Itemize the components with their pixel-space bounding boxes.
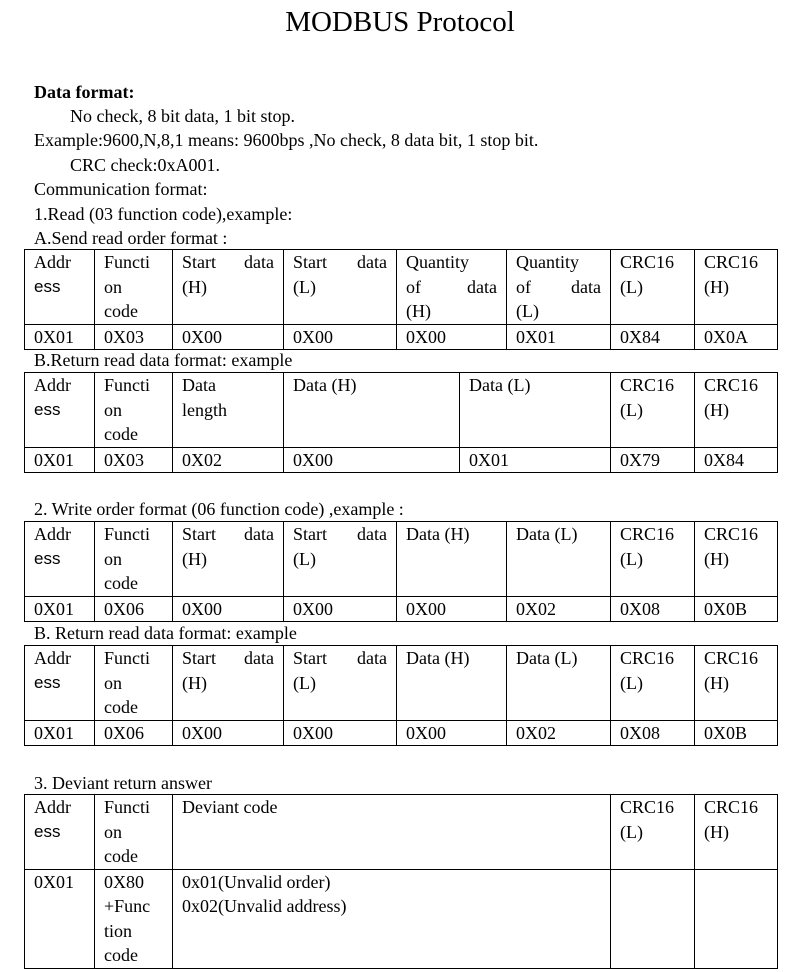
table-cell: 0X00 [397, 596, 507, 622]
table-header-cell: Start data (H) [173, 522, 284, 597]
table-header-cell: Start data (L) [284, 250, 397, 325]
table-cell: 0X01 [25, 720, 95, 746]
table-cell: 0X02 [507, 720, 611, 746]
table-header-cell: CRC16 (L) [611, 522, 695, 597]
table-cell: 0X06 [95, 720, 173, 746]
table-cell: 0X01 [25, 324, 95, 350]
table-header-cell: Functi on code [95, 522, 173, 597]
table-header-cell: CRC16 (H) [695, 795, 778, 870]
table-header-cell: Start data (L) [284, 646, 397, 721]
data-format-heading: Data format: [34, 82, 135, 102]
crc-check-line: CRC check:0xA001. [70, 155, 220, 175]
table-header-cell: Start data (L) [284, 522, 397, 597]
table-cell: 0X00 [284, 596, 397, 622]
table-cell: 0X08 [611, 596, 695, 622]
table-header-cell: Addr ess [25, 522, 95, 597]
table-cell: 0X84 [611, 324, 695, 350]
data-format-example: Example:9600,N,8,1 means: 9600bps ,No check, 8 data bit, 1 stop bit. [34, 130, 539, 150]
table-cell: 0X00 [173, 596, 284, 622]
table-header-row [25, 646, 778, 721]
table-header-cell: CRC16 (L) [611, 373, 695, 448]
table-header-cell: Start data (H) [173, 250, 284, 325]
table-cell: 0X00 [284, 324, 397, 350]
table-cell: 0X02 [173, 447, 284, 473]
table-header-cell: Deviant code [173, 795, 611, 870]
table-header-cell: Data (L) [507, 646, 611, 721]
table-header-cell: Data (H) [397, 522, 507, 597]
table-header-row [25, 795, 778, 870]
table-cell: 0X00 [397, 324, 507, 350]
table-cell: 0X00 [173, 720, 284, 746]
table-cell: 0X01 [25, 869, 95, 968]
table-cell: 0X0B [695, 596, 778, 622]
deviant-section-heading: 3. Deviant return answer [34, 773, 212, 793]
write-return-table [24, 645, 778, 746]
page-title: MODBUS Protocol [285, 6, 515, 38]
table-cell: 0X03 [95, 447, 173, 473]
table-cell: 0X0B [695, 720, 778, 746]
table-header-cell: Data length [173, 373, 284, 448]
read-send-table [24, 249, 778, 350]
table-header-cell: Data (L) [507, 522, 611, 597]
deviant-table [24, 794, 778, 969]
table-header-cell: Quantity of data (L) [507, 250, 611, 325]
table-row [25, 447, 778, 473]
table-header-cell: Addr ess [25, 373, 95, 448]
table-header-cell: Functi on code [95, 795, 173, 870]
table-cell: 0x01(Unvalid order) 0x02(Unvalid address) [173, 869, 611, 968]
data-format-line: No check, 8 bit data, 1 bit stop. [70, 106, 295, 126]
table-cell: 0X06 [95, 596, 173, 622]
table-cell: 0X00 [284, 720, 397, 746]
table-row [25, 720, 778, 746]
table-cell: 0X00 [397, 720, 507, 746]
table-header-row [25, 373, 778, 448]
table-cell: 0X08 [611, 720, 695, 746]
table-cell [695, 869, 778, 968]
table-header-cell: Data (H) [397, 646, 507, 721]
write-return-caption: B. Return read data format: example [34, 623, 297, 643]
table-header-cell: Addr ess [25, 250, 95, 325]
table-cell: 0X80 +Func tion code [95, 869, 173, 968]
read-return-caption: B.Return read data format: example [34, 350, 293, 370]
table-header-cell: Functi on code [95, 373, 173, 448]
table-cell: 0X00 [173, 324, 284, 350]
table-header-cell: CRC16 (L) [611, 795, 695, 870]
table-header-cell: CRC16 (L) [611, 646, 695, 721]
table-cell: 0X79 [611, 447, 695, 473]
table-cell: 0X01 [507, 324, 611, 350]
table-cell: 0X01 [25, 447, 95, 473]
table-row [25, 324, 778, 350]
read-return-table [24, 372, 778, 473]
table-header-cell: CRC16 (H) [695, 522, 778, 597]
table-header-cell: Functi on code [95, 646, 173, 721]
table-cell: 0X01 [460, 447, 611, 473]
table-cell: 0X00 [284, 447, 460, 473]
table-cell: 0X0A [695, 324, 778, 350]
communication-format-line: Communication format: [34, 179, 208, 199]
write-section-heading: 2. Write order format (06 function code) ,example : [34, 499, 404, 519]
read-section-heading: 1.Read (03 function code),example: [34, 204, 293, 224]
table-header-cell: CRC16 (H) [695, 250, 778, 325]
table-header-row [25, 250, 778, 325]
table-header-row [25, 522, 778, 597]
read-send-caption: A.Send read order format : [34, 228, 228, 248]
table-header-cell: CRC16 (L) [611, 250, 695, 325]
table-cell: 0X01 [25, 596, 95, 622]
write-send-table [24, 521, 778, 622]
table-cell: 0X03 [95, 324, 173, 350]
table-header-cell: Data (H) [284, 373, 460, 448]
table-header-cell: CRC16 (H) [695, 373, 778, 448]
table-row [25, 869, 778, 968]
table-header-cell: Data (L) [460, 373, 611, 448]
table-header-cell: Addr ess [25, 795, 95, 870]
table-header-cell: Addr ess [25, 646, 95, 721]
table-cell [611, 869, 695, 968]
table-header-cell: Functi on code [95, 250, 173, 325]
table-header-cell: Start data (H) [173, 646, 284, 721]
table-cell: 0X84 [695, 447, 778, 473]
table-cell: 0X02 [507, 596, 611, 622]
table-header-cell: Quantity of data (H) [397, 250, 507, 325]
table-header-cell: CRC16 (H) [695, 646, 778, 721]
table-row [25, 596, 778, 622]
